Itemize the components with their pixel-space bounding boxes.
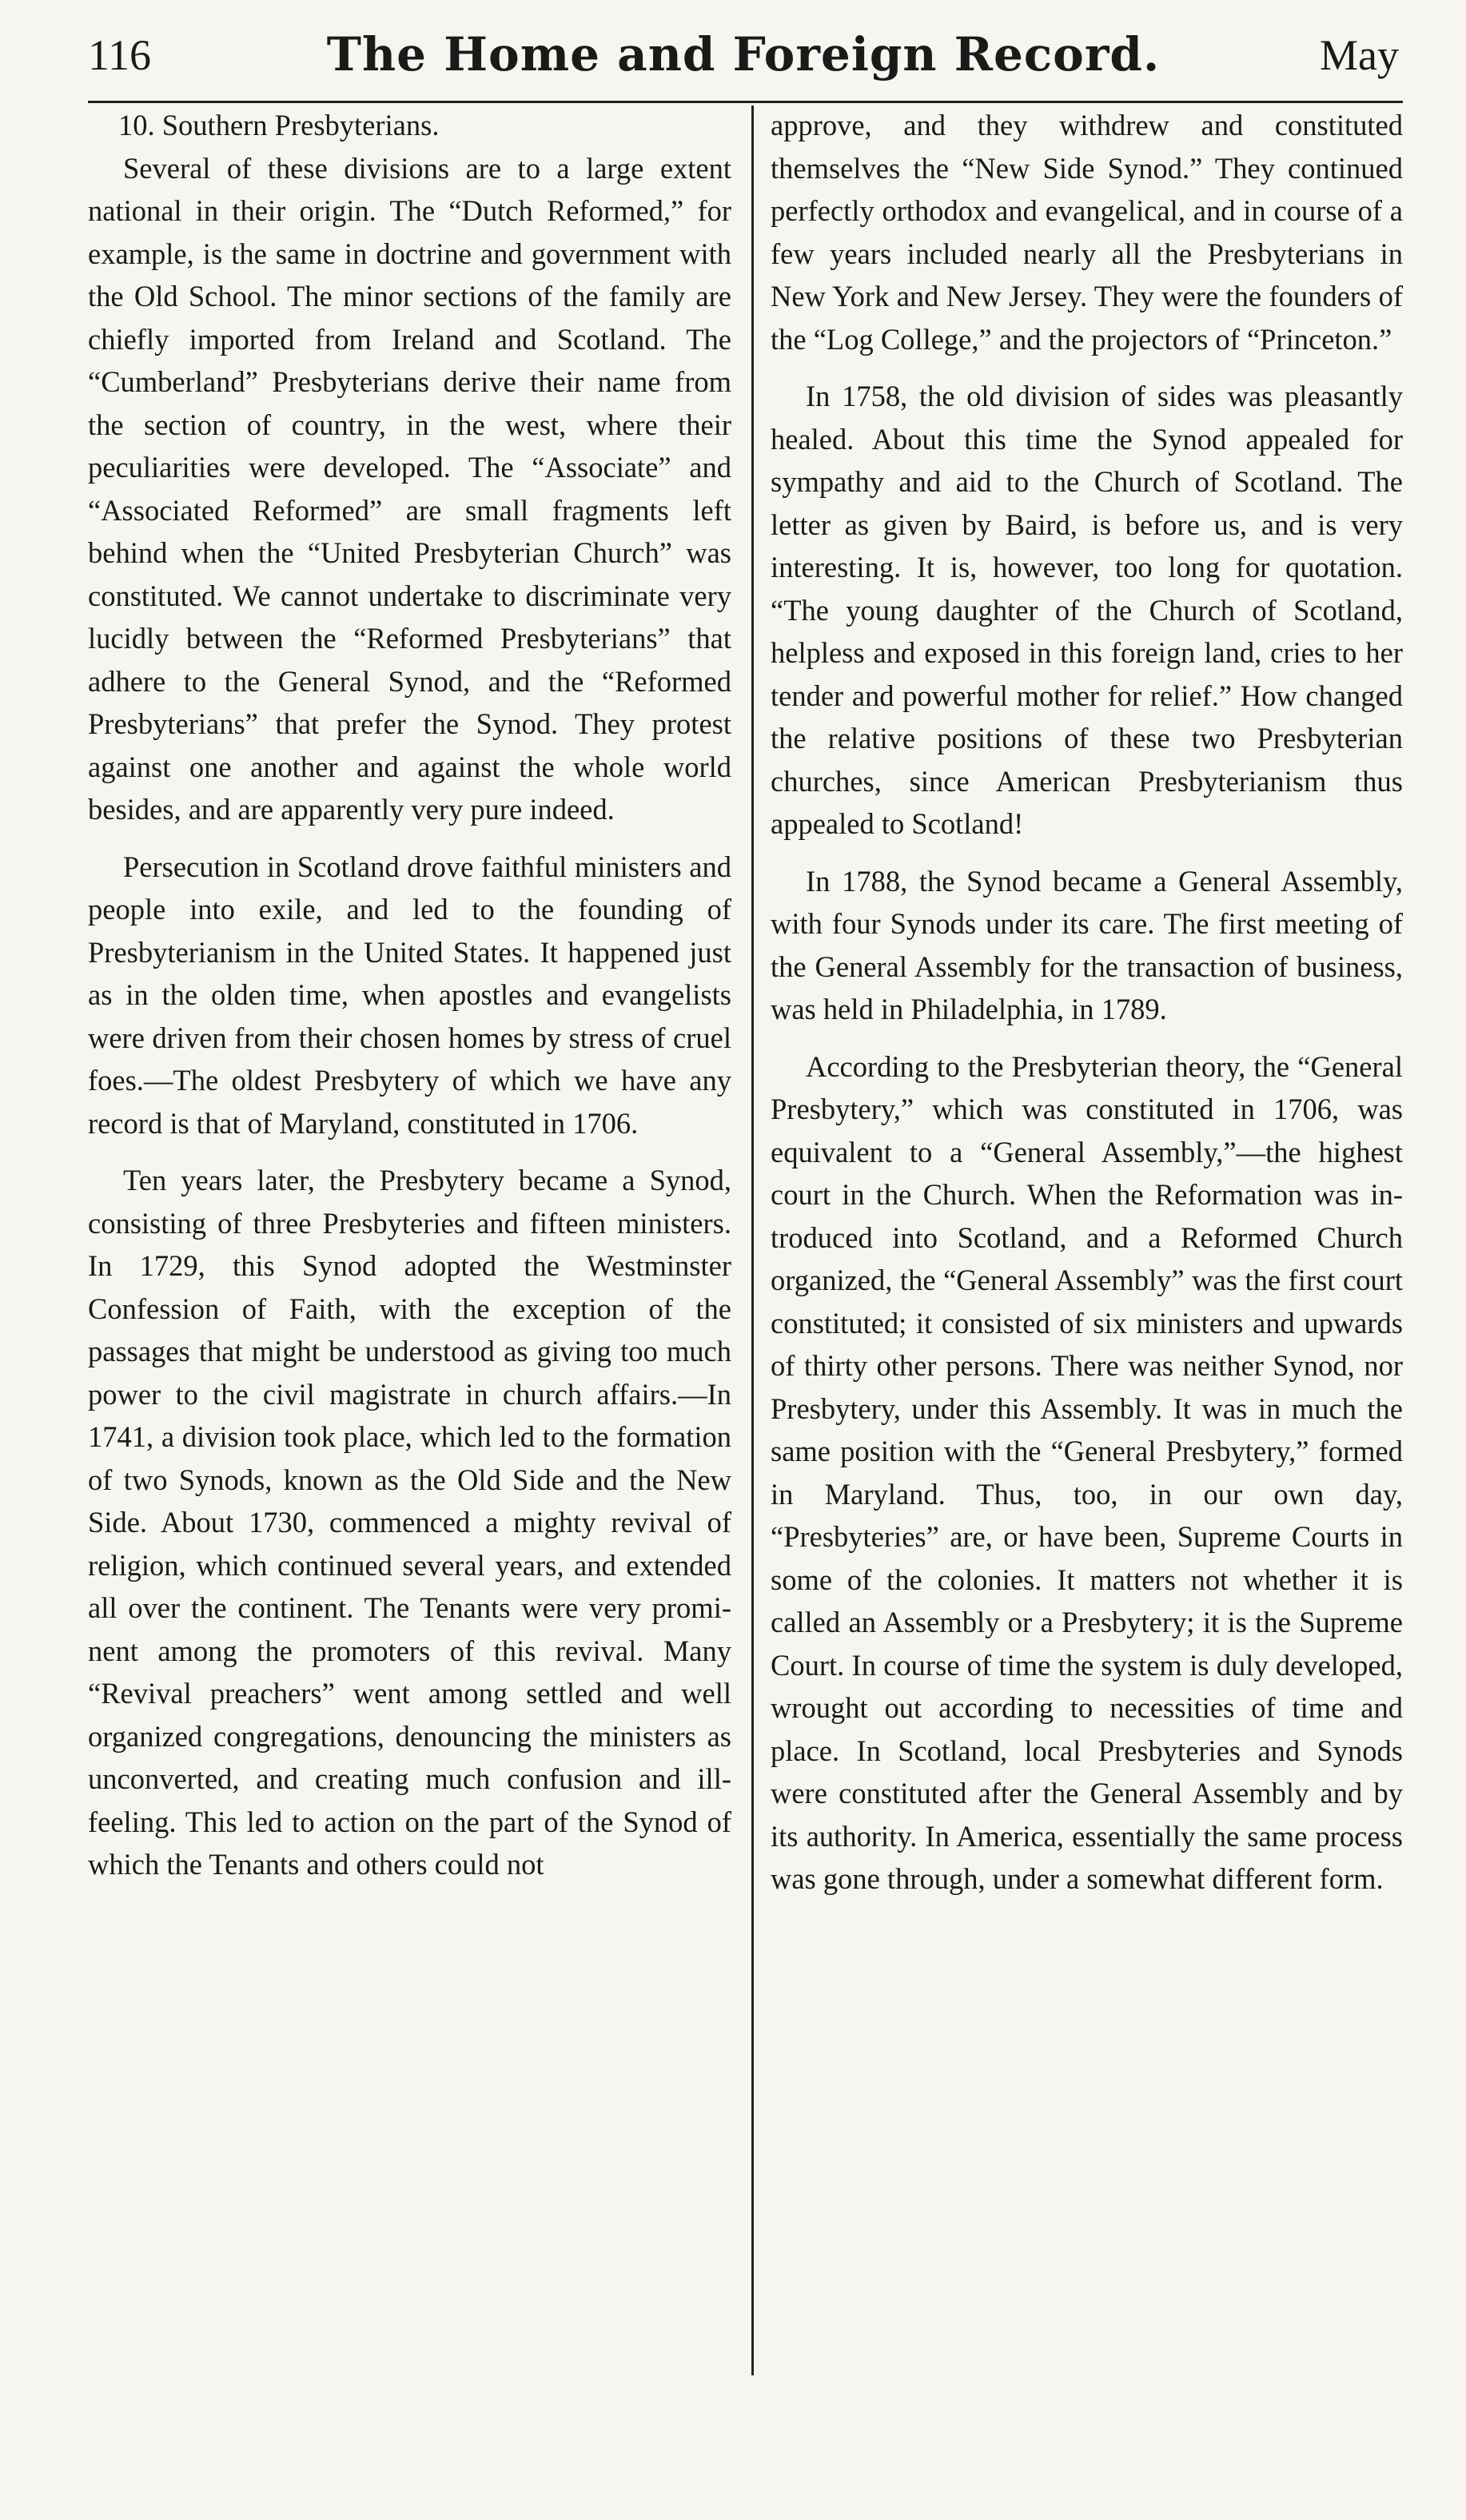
paragraph-continued: approve, and they withdrew and constituted themselves the “New Side Synod.” They continued perfectly orthodox and evangelical, and in course of a few years included nearly all the Presbyterians in New York and New Jersey. They were the founders of the “Log College,” and the projectors of “Princeton.” — [771, 109, 1403, 356]
paragraph: In 1758, the old division of sides was pleasantly healed. About this time the Synod appealed for sympathy and aid to the Church of Scotland. The letter as given by Baird, is before us, and is very interesting. It is, however, too long for quotation. “The young daughter of the Church of Scotland, helpless and exposed in this foreign land, cries to her tender and powerful mother for relief.” How changed the relative positions of these two Presbyterian churches, since American Presbyterianism thus appealed to Scotland! — [771, 380, 1403, 840]
paragraph: Ten years later, the Presbytery became a Synod, consisting of three Presbyteries and fifteen ministers. In 1729, this Synod adopted the Westminster Confession of Faith, with the exception of the passages that might be understood as giving too much power to the civil magistrate in church affairs.—In 1741, a division took place, which led to the formation of two Synods, known as the Old Side and the New Side. About 1730, commenced a mighty revival of religion, which continued several years, and extended all over the continent. The Tenants were very prominent among the promoters of this revival. Many “Revival preachers” went among settled and well organized congregations, denouncing the ministers as unconverted, and creating much confusion and ill-feeling. This led to action on the part of the Synod of which the Tenants and others could not — [88, 1164, 731, 1881]
page-number: 116 — [88, 31, 151, 79]
right-column — [771, 104, 1403, 1901]
issue-month: May — [1320, 31, 1399, 79]
column-divider — [751, 105, 754, 2375]
paragraph: In 1788, the Synod became a General Assembly, with four Synods under its care. The first meeting of the General Assembly for the transaction of business, was held in Philadelphia, in 1789. — [771, 864, 1403, 1025]
paragraph: Persecution in Scotland drove faithful ministers and people into exile, and led to the founding of Presbyterianism in the United States. It happened just as in the olden time, when apostles and evangelists were driven from their chosen homes by stress of cruel foes.—The oldest Presbytery of which we have any record is that of Maryland, constituted in 1706. — [88, 850, 731, 1140]
header-rule — [88, 101, 1403, 103]
paragraph: Several of these divisions are to a large extent national in their origin. The “Dutch Reformed,” for example, is the same in doctrine and government with the Old School. The minor sections of the family are chiefly imported from Ireland and Scotland. The “Cumberland” Presbyterians derive their name from the section of country, in the west, where their peculiarities were developed. The “Associate” and “Associated Reformed” are small fragments left behind when the “United Presbyterian Church” was constituted. We cannot undertake to discriminate very lucidly between the “Reformed Presbyterians” that adhere to the General Synod, and the “Reformed Presbyterians” that prefer the Synod. They protest against one another and against the whole world besides, and are apparently very pure indeed. — [88, 151, 731, 826]
running-head — [88, 27, 1399, 99]
left-column — [88, 104, 731, 1886]
paragraph: According to the Presbyterian theory, the “General Presbytery,” which was constituted in 1706, was equivalent to a “General Assembly,”—the highest court in the Church. When the Reformation was introduced into Scotland, and a Reformed Church organized, the “General Assembly” was the first court constituted; it consisted of six ministers and upwards of thirty other persons. There was neither Synod, nor Presbytery, under this Assembly. It was in much the same position with the “General Presbytery,” formed in Maryland. Thus, too, in our own day, “Presbyteries” are, or have been, Supreme Courts in some of the colonies. It matters not whether it is called an Assembly or a Presbytery; it is the Supreme Court. In course of time the system is duly developed, wrought out according to necessities of time and place. In Scotland, local Presbyteries and Synods were constituted after the General Assembly and by its authority. In America, essentially the same process was gone through, under a somewhat different form. — [771, 1049, 1403, 1895]
list-item: 10. Southern Presbyterians. — [118, 109, 440, 141]
journal-title: The Home and Foreign Record. — [326, 27, 1161, 82]
